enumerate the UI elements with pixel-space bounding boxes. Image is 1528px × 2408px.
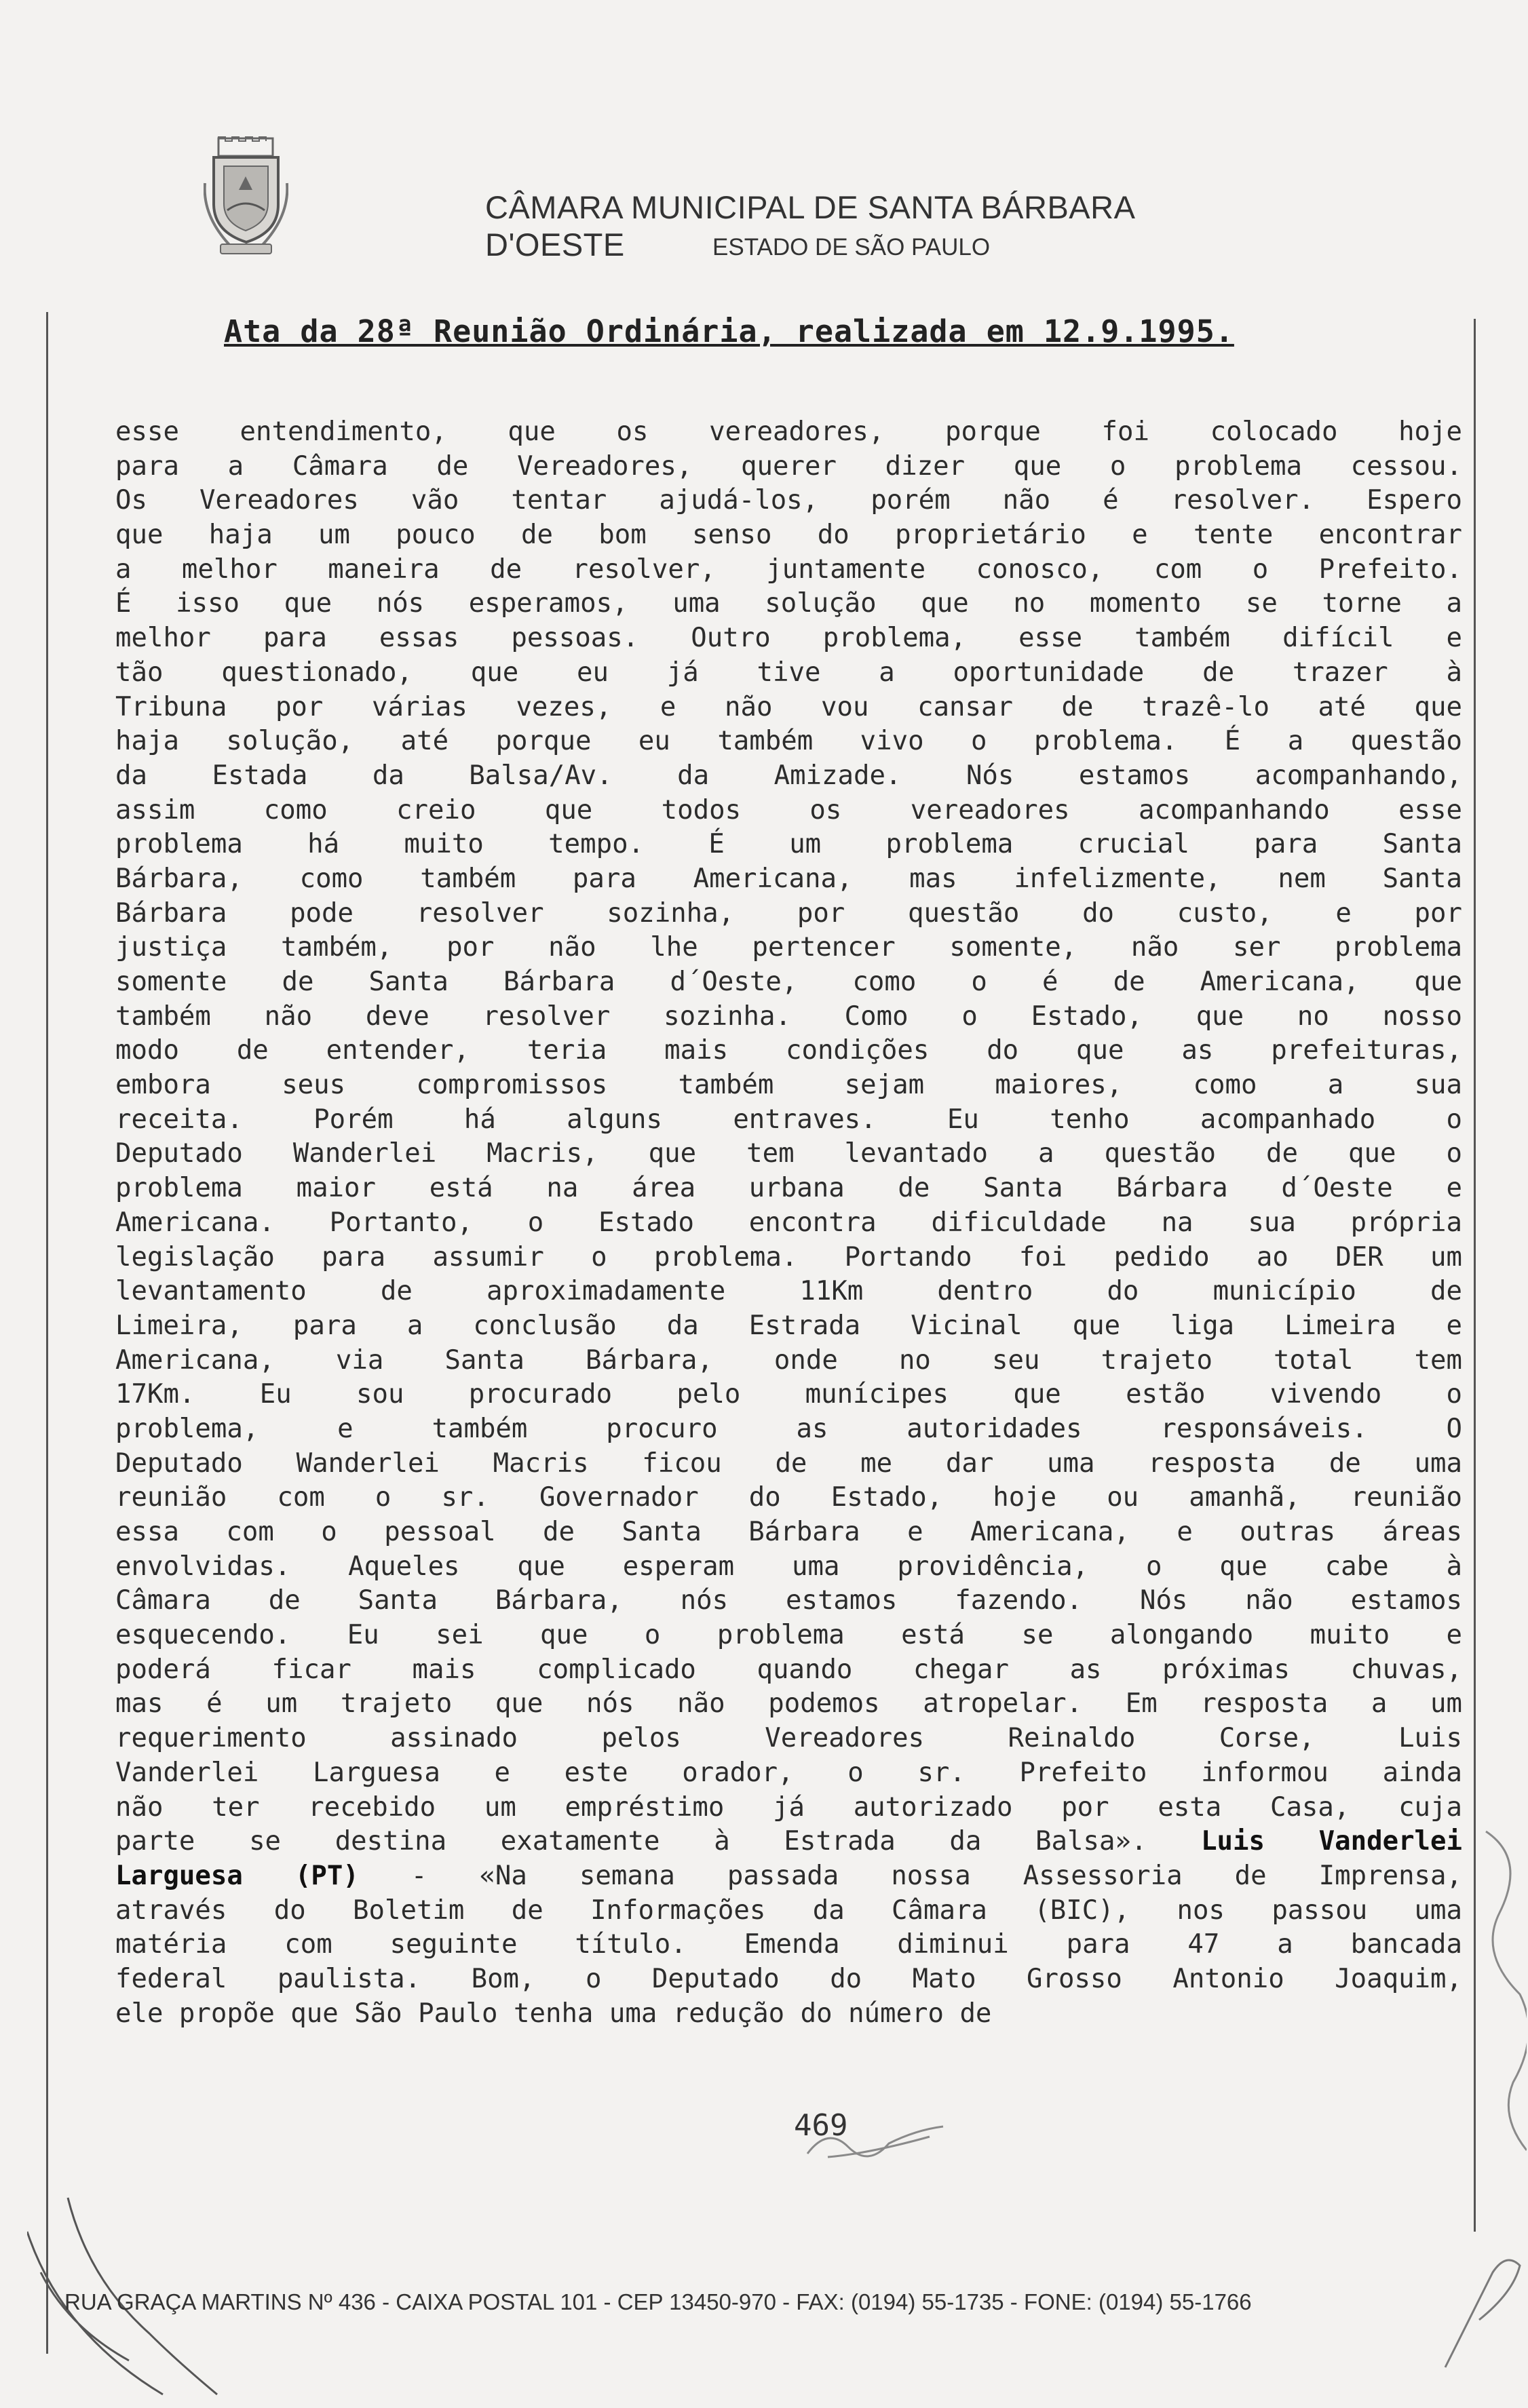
right-margin-rule	[1474, 319, 1476, 2232]
minutes-title: Ata da 28ª Reunião Ordinária, realizada em 12.9.1995.	[224, 313, 1234, 349]
text-line: ele propõe que São Paulo tenha uma redução do número de	[115, 1998, 992, 2029]
text-line: através do Boletim de Informações da Câmara (BIC), nos passou uma	[115, 1895, 1462, 1926]
text-line: que haja um pouco de bom senso do proprietário e tente encontrar	[115, 520, 1462, 551]
text-line: Americana, via Santa Bárbara, onde no seu trajeto total tem	[115, 1344, 1462, 1376]
text-line: Câmara de Santa Bárbara, nós estamos fazendo. Nós não estamos	[115, 1585, 1462, 1616]
text-line: esse entendimento, que os vereadores, porque foi colocado hoje	[115, 416, 1462, 447]
text-line: receita. Porém há alguns entraves. Eu tenho acompanhado o	[115, 1104, 1462, 1135]
text-line: a melhor maneira de resolver, juntamente conosco, com o Prefeito.	[115, 554, 1462, 585]
text-line: somente de Santa Bárbara d´Oeste, como o é de Americana, que	[115, 967, 1462, 997]
footer-address: RUA GRAÇA MARTINS Nº 436 - CAIXA POSTAL 101 - CEP 13450-970 - FAX: (0194) 55-1735 - FONE: (0194) 55-1766	[64, 2289, 1252, 2314]
page-number: 469	[794, 2108, 848, 2143]
text-line: reunião com o sr. Governador do Estado, hoje ou amanhã, reunião	[115, 1482, 1462, 1513]
text-line: embora seus compromissos também sejam maiores, como a sua	[115, 1070, 1462, 1101]
text-line: levantamento de aproximadamente 11Km dentro do município de	[115, 1276, 1462, 1307]
text-line: 17Km. Eu sou procurado pelo munícipes que estão vivendo o	[115, 1379, 1462, 1410]
text-line: Bárbara, como também para Americana, mas infelizmente, nem Santa	[115, 863, 1462, 894]
text-line: também não deve resolver sozinha. Como o Estado, que no nosso	[115, 1001, 1462, 1032]
text-line: mas é um trajeto que nós não podemos atropelar. Em resposta a um	[115, 1688, 1462, 1720]
text-line: modo de entender, teria mais condições do que as prefeituras,	[115, 1035, 1462, 1066]
institution-name: CÂMARA MUNICIPAL DE SANTA BÁRBARA D'OESTE	[485, 189, 1134, 263]
speaker-party: Larguesa (PT)	[115, 1860, 359, 1891]
text-line: poderá ficar mais complicado quando chegar as próximas chuvas,	[115, 1654, 1462, 1685]
minutes-body	[115, 415, 1462, 2031]
signature-mark	[801, 2116, 977, 2171]
text-line: justiça também, por não lhe pertencer somente, não ser problema	[115, 932, 1462, 963]
text-line: Vanderlei Larguesa e este orador, o sr. Prefeito informou ainda	[115, 1757, 1462, 1788]
text-line: esquecendo. Eu sei que o problema está se alongando muito e	[115, 1620, 1462, 1651]
text-line: da Estada da Balsa/Av. da Amizade. Nós estamos acompanhando,	[115, 760, 1462, 791]
text-segment: parte se destina exatamente à Estrada da Balsa».	[115, 1826, 1147, 1857]
text-line: Americana. Portanto, o Estado encontra dificuldade na sua própria	[115, 1207, 1462, 1238]
text-line: Limeira, para a conclusão da Estrada Vicinal que liga Limeira e	[115, 1310, 1462, 1341]
text-line: problema há muito tempo. É um problema crucial para Santa	[115, 829, 1462, 860]
text-line: essa com o pessoal de Santa Bárbara e Americana, e outras áreas	[115, 1517, 1462, 1547]
signature-mark	[1479, 1818, 1527, 2171]
text-line	[115, 1825, 1462, 1859]
text-line: assim como creio que todos os vereadores acompanhando esse	[115, 794, 1462, 826]
text-line: problema, e também procuro as autoridades responsáveis. O	[115, 1413, 1462, 1444]
text-line: não ter recebido um empréstimo já autorizado por esta Casa, cuja	[115, 1791, 1462, 1823]
state-name: ESTADO DE SÃO PAULO	[712, 234, 991, 260]
municipal-coat-of-arms-icon	[204, 136, 288, 258]
text-line: haja solução, até porque eu também vivo o problema. É a questão	[115, 726, 1462, 757]
speaker-name: Luis Vanderlei	[1201, 1826, 1462, 1857]
text-line: Bárbara pode resolver sozinha, por questão do custo, e por	[115, 897, 1462, 929]
text-line: Deputado Wanderlei Macris, que tem levantado a questão de que o	[115, 1138, 1462, 1169]
text-line: legislação para assumir o problema. Portando foi pedido ao DER um	[115, 1241, 1462, 1273]
text-line: envolvidas. Aqueles que esperam uma providência, o que cabe à	[115, 1551, 1462, 1582]
text-segment: - «Na semana passada nossa Assessoria de Imprensa,	[410, 1860, 1462, 1891]
text-line: Os Vereadores vão tentar ajudá-los, porém não é resolver. Espero	[115, 485, 1462, 516]
text-line: tão questionado, que eu já tive a oportunidade de trazer à	[115, 657, 1462, 688]
left-margin-rule	[46, 312, 48, 2354]
text-line: para a Câmara de Vereadores, querer dizer que o problema cessou.	[115, 450, 1462, 482]
text-line: É isso que nós esperamos, uma solução que no momento se torne a	[115, 588, 1462, 619]
text-line: Deputado Wanderlei Macris ficou de me dar uma resposta de uma	[115, 1448, 1462, 1479]
text-line	[115, 1859, 1462, 1894]
text-line: problema maior está na área urbana de Santa Bárbara d´Oeste e	[115, 1173, 1462, 1204]
text-line: matéria com seguinte título. Emenda diminui para 47 a bancada	[115, 1929, 1462, 1960]
text-line: Tribuna por várias vezes, e não vou cansar de trazê-lo até que	[115, 691, 1462, 722]
text-line: requerimento assinado pelos Vereadores Reinaldo Corse, Luis	[115, 1723, 1462, 1754]
text-line: federal paulista. Bom, o Deputado do Mato Grosso Antonio Joaquim,	[115, 1963, 1462, 1994]
text-line: melhor para essas pessoas. Outro problema, esse também difícil e	[115, 623, 1462, 654]
